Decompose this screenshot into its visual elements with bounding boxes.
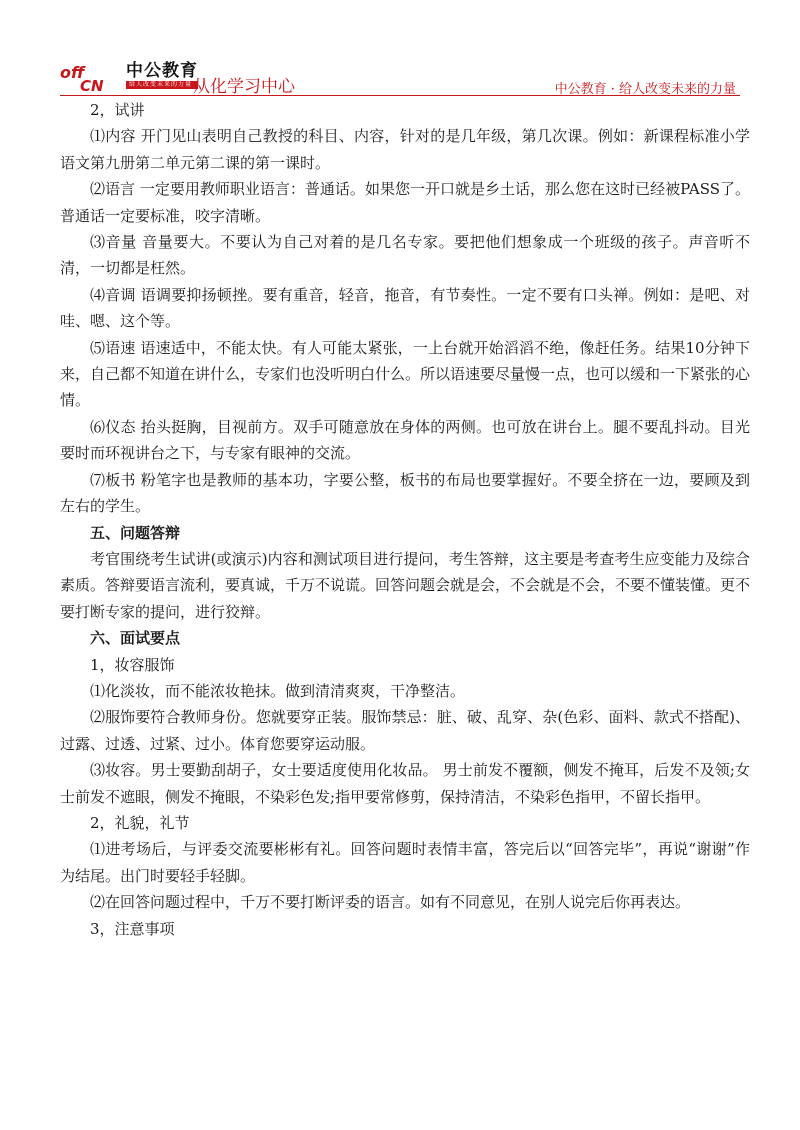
body-paragraph: ⑵在回答问题过程中，千万不要打断评委的语言。如有不同意见，在别人说完后你再表达。 [90, 893, 691, 912]
svg-text:off: off [60, 63, 85, 82]
body-paragraph: ⑺板书 粉笔字也是教师的基本功，字要公整，板书的布局也要掌握好。不要全挤在一边，要顾及到左右的学生。 [60, 470, 750, 516]
section-heading: 六、面试要点 [90, 629, 181, 648]
body-paragraph: 1，妆容服饰 [90, 655, 175, 674]
body-paragraph: ⑸语速 语速适中，不能太快。有人可能太紧张，一上台就开始滔滔不绝，像赶任务。结果10分钟下来，自己都不知道在讲什么，专家们也没听明白什么。所以语速要尽量慢一点，也可以缓和一下紧张的心情。 [60, 338, 751, 410]
body-paragraph: ⑶音量 音量要大。不要认为自己对着的是几名专家。要把他们想象成一个班级的孩子。声音听不清，一切都是枉然。 [60, 233, 750, 278]
body-paragraph: ⑶妆容。男士要勤刮胡子，女士要适度使用化妆品。 男士前发不覆额，侧发不掩耳，后发不及领;女士前发不遮眼，侧发不掩眼，不染彩色发;指甲要常修剪，保持清洁，不染彩色指甲，不留长指甲。 [60, 761, 750, 806]
logo-text-block [126, 62, 198, 89]
document-body [60, 97, 750, 942]
header-divider [60, 95, 740, 96]
body-paragraph: ⑵服饰要符合教师身份。您就要穿正装。服饰禁忌：脏、破、乱穿、杂(色彩、面料、款式不搭配)、过露、过透、过紧、过小。体育您要穿运动服。 [60, 708, 750, 753]
header-slogan: 中公教育 · 给人改变未来的力量 [554, 82, 736, 97]
body-paragraph: 2，试讲 [90, 101, 145, 119]
body-paragraph: 3，注意事项 [90, 919, 175, 938]
logo-tagline: 给人改变未来的力量 [126, 81, 198, 89]
body-paragraph: 考官围绕考生试讲(或演示)内容和测试项目进行提问，考生答辩，这主要是考查考生应变能力及综合素质。答辩要语言流利，要真诚，千万不说谎。回答问题会就是会，不会就是不会，不要不懂装懂。更不要打断专家的提问，进行狡辩。 [60, 549, 751, 621]
body-paragraph: ⑴内容 开门见山表明自己教授的科目、内容，针对的是几年级，第几次课。例如：新课程标准小学语文第九册第二单元第二课的第一课时。 [60, 127, 750, 172]
svg-text:CN: CN [80, 77, 104, 92]
offcn-logo-icon [60, 62, 122, 92]
section-heading: 五、问题答辩 [90, 523, 181, 542]
logo-brand-name: 中公教育 [126, 61, 198, 81]
body-paragraph: ⑷音调 语调要抑扬顿挫。要有重音，轻音，拖音，有节奏性。一定不要有口头禅。例如：是吧、对哇、嗯、这个等。 [60, 285, 750, 331]
page-header [60, 60, 740, 96]
site-name: 从化学习中心 [193, 77, 295, 97]
body-paragraph: 2，礼貌，礼节 [90, 813, 190, 832]
body-paragraph: ⑴进考场后，与评委交流要彬彬有礼。回答问题时表情丰富，答完后以“回答完毕”，再说“谢谢”作为结尾。出门时要轻手轻脚。 [60, 840, 750, 885]
body-paragraph: ⑵语言 一定要用教师职业语言：普通话。如果您一开口就是乡土话，那么您在这时已经被PASS了。普通话一定要标准，咬字清晰。 [60, 180, 750, 225]
body-paragraph: ⑴化淡妆，而不能浓妆艳抹。做到清清爽爽，干净整洁。 [90, 681, 466, 700]
body-paragraph: ⑹仪态 抬头挺胸，目视前方。双手可随意放在身体的两侧。也可放在讲台上。腿不要乱抖动。目光要时而环视讲台之下，与专家有眼神的交流。 [60, 417, 750, 463]
